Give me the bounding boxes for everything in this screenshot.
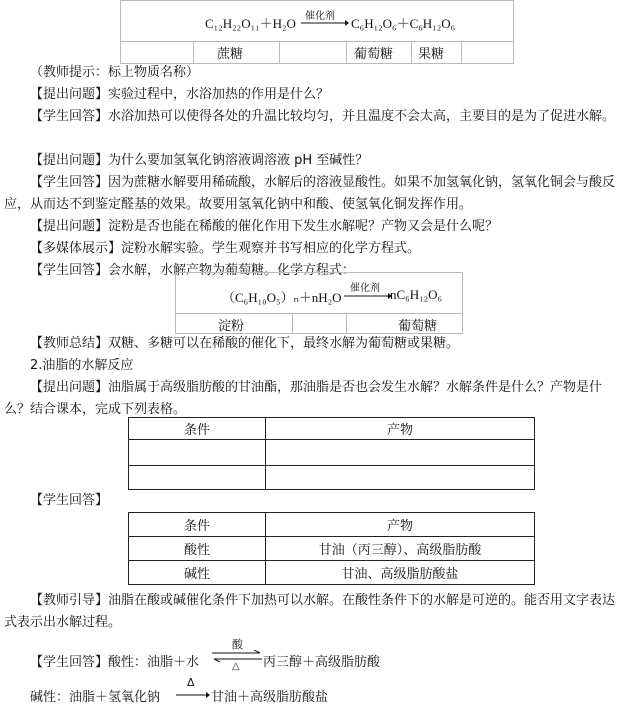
table-empty-cell[interactable] bbox=[266, 466, 535, 490]
table-row-acid-product: 甘油（丙三醇）、高级脂肪酸 bbox=[266, 537, 535, 561]
question-water-bath: 【提出问题】实验过程中，水浴加热的作用是什么？ bbox=[30, 87, 330, 102]
table-empty-header-condition: 条件 bbox=[129, 418, 266, 440]
table-filled-header-condition: 条件 bbox=[129, 513, 266, 537]
student-answer-label: 【学生回答】 bbox=[30, 493, 109, 508]
section-fat-hydrolysis: 2.油脂的水解反应 bbox=[30, 358, 134, 373]
eq1-lhs: C₁₂H₂₂O₁₁＋H₂O bbox=[205, 16, 296, 31]
table-filled-header-product: 产物 bbox=[266, 513, 535, 537]
answer-naoh: 【学生回答】因为蔗糖水解要用稀硫酸，水解后的溶液显酸性。如果不加氢氧化钠，氢氧化铜会与酸反应，从而达不到鉴定醛基的效果。故要用氢氧化钠中和酸、使氢氧化铜发挥作用。 bbox=[4, 175, 616, 212]
table-empty bbox=[128, 417, 535, 490]
table-filled bbox=[128, 512, 535, 585]
eq1-name-glucose: 葡萄糖 bbox=[354, 47, 394, 62]
teacher-guide: 【教师引导】油脂在酸或碱催化条件下加热可以水解。在酸性条件下的水解是可逆的。能否用文字表达式表示出水解过程。 bbox=[4, 593, 616, 630]
table-empty-header-product: 产物 bbox=[266, 418, 535, 440]
acid-expression-rhs: 丙三醇＋高级脂肪酸 bbox=[263, 655, 381, 670]
acid-condition-top: 酸 bbox=[232, 638, 243, 651]
base-arrow bbox=[176, 690, 210, 700]
eq2-lhs: （C₆H₁₀O₅）ₙ＋nH₂O bbox=[222, 290, 342, 305]
equation-box-starch bbox=[175, 272, 463, 334]
eq2-arrow bbox=[344, 291, 392, 301]
base-expression-prefix: 碱性：油脂＋氢氧化钠 bbox=[30, 690, 161, 705]
teacher-summary: 【教师总结】双糖、多糖可以在稀酸的催化下，最终水解为葡萄糖或果糖。 bbox=[30, 336, 460, 351]
base-expression-rhs: 甘油＋高级脂肪酸盐 bbox=[211, 690, 329, 705]
eq1-name-fructose: 果糖 bbox=[418, 47, 445, 62]
question-starch: 【提出问题】淀粉是否也能在稀酸的催化作用下发生水解呢？产物又会是什么呢？ bbox=[30, 219, 499, 234]
eq2-rhs: nC₆H₁₂O₆ bbox=[390, 287, 443, 302]
media-starch: 【多媒体展示】淀粉水解实验。学生观察并书写相应的化学方程式。 bbox=[30, 241, 421, 256]
acid-condition-bottom: △ bbox=[232, 661, 240, 672]
eq2-catalyst: 催化剂 bbox=[350, 283, 380, 294]
question-fat: 【提出问题】油脂属于高级脂肪酸的甘油酯，那油脂是否也会发生水解？水解条件是什么？产物是什么？结合课本，完成下列表格。 bbox=[4, 380, 603, 417]
table-row-base-condition: 碱性 bbox=[129, 561, 266, 585]
eq1-rhs: C₆H₁₂O₆＋C₆H₁₂O₆ bbox=[351, 16, 456, 31]
table-empty-cell[interactable] bbox=[129, 440, 266, 466]
eq1-arrow bbox=[301, 18, 349, 28]
equation-box-sucrose bbox=[120, 0, 514, 64]
table-row-base-product: 甘油、高级脂肪酸盐 bbox=[266, 561, 535, 585]
acid-expression-prefix: 【学生回答】酸性：油脂＋水 bbox=[30, 655, 200, 670]
answer-water-bath: 【学生回答】水浴加热可以使得各处的升温比较均匀，并且温度不会太高，主要目的是为了促进水解。 bbox=[30, 109, 616, 124]
teacher-hint: （教师提示：标上物质名称） bbox=[30, 65, 200, 80]
answer-starch: 【学生回答】会水解，水解产物为葡萄糖。化学方程式： bbox=[30, 263, 356, 278]
eq2-name-starch: 淀粉 bbox=[218, 319, 245, 334]
table-empty-cell[interactable] bbox=[129, 466, 266, 490]
table-row-acid-condition: 酸性 bbox=[129, 537, 266, 561]
eq1-name-sucrose: 蔗糖 bbox=[217, 47, 244, 62]
base-condition-top: Δ bbox=[187, 676, 195, 689]
question-naoh: 【提出问题】为什么要加氢氧化钠溶液调溶液 pH 至碱性？ bbox=[30, 153, 369, 168]
table-empty-cell[interactable] bbox=[266, 440, 535, 466]
eq1-catalyst: 催化剂 bbox=[305, 11, 335, 22]
eq2-name-glucose: 葡萄糖 bbox=[398, 319, 438, 334]
